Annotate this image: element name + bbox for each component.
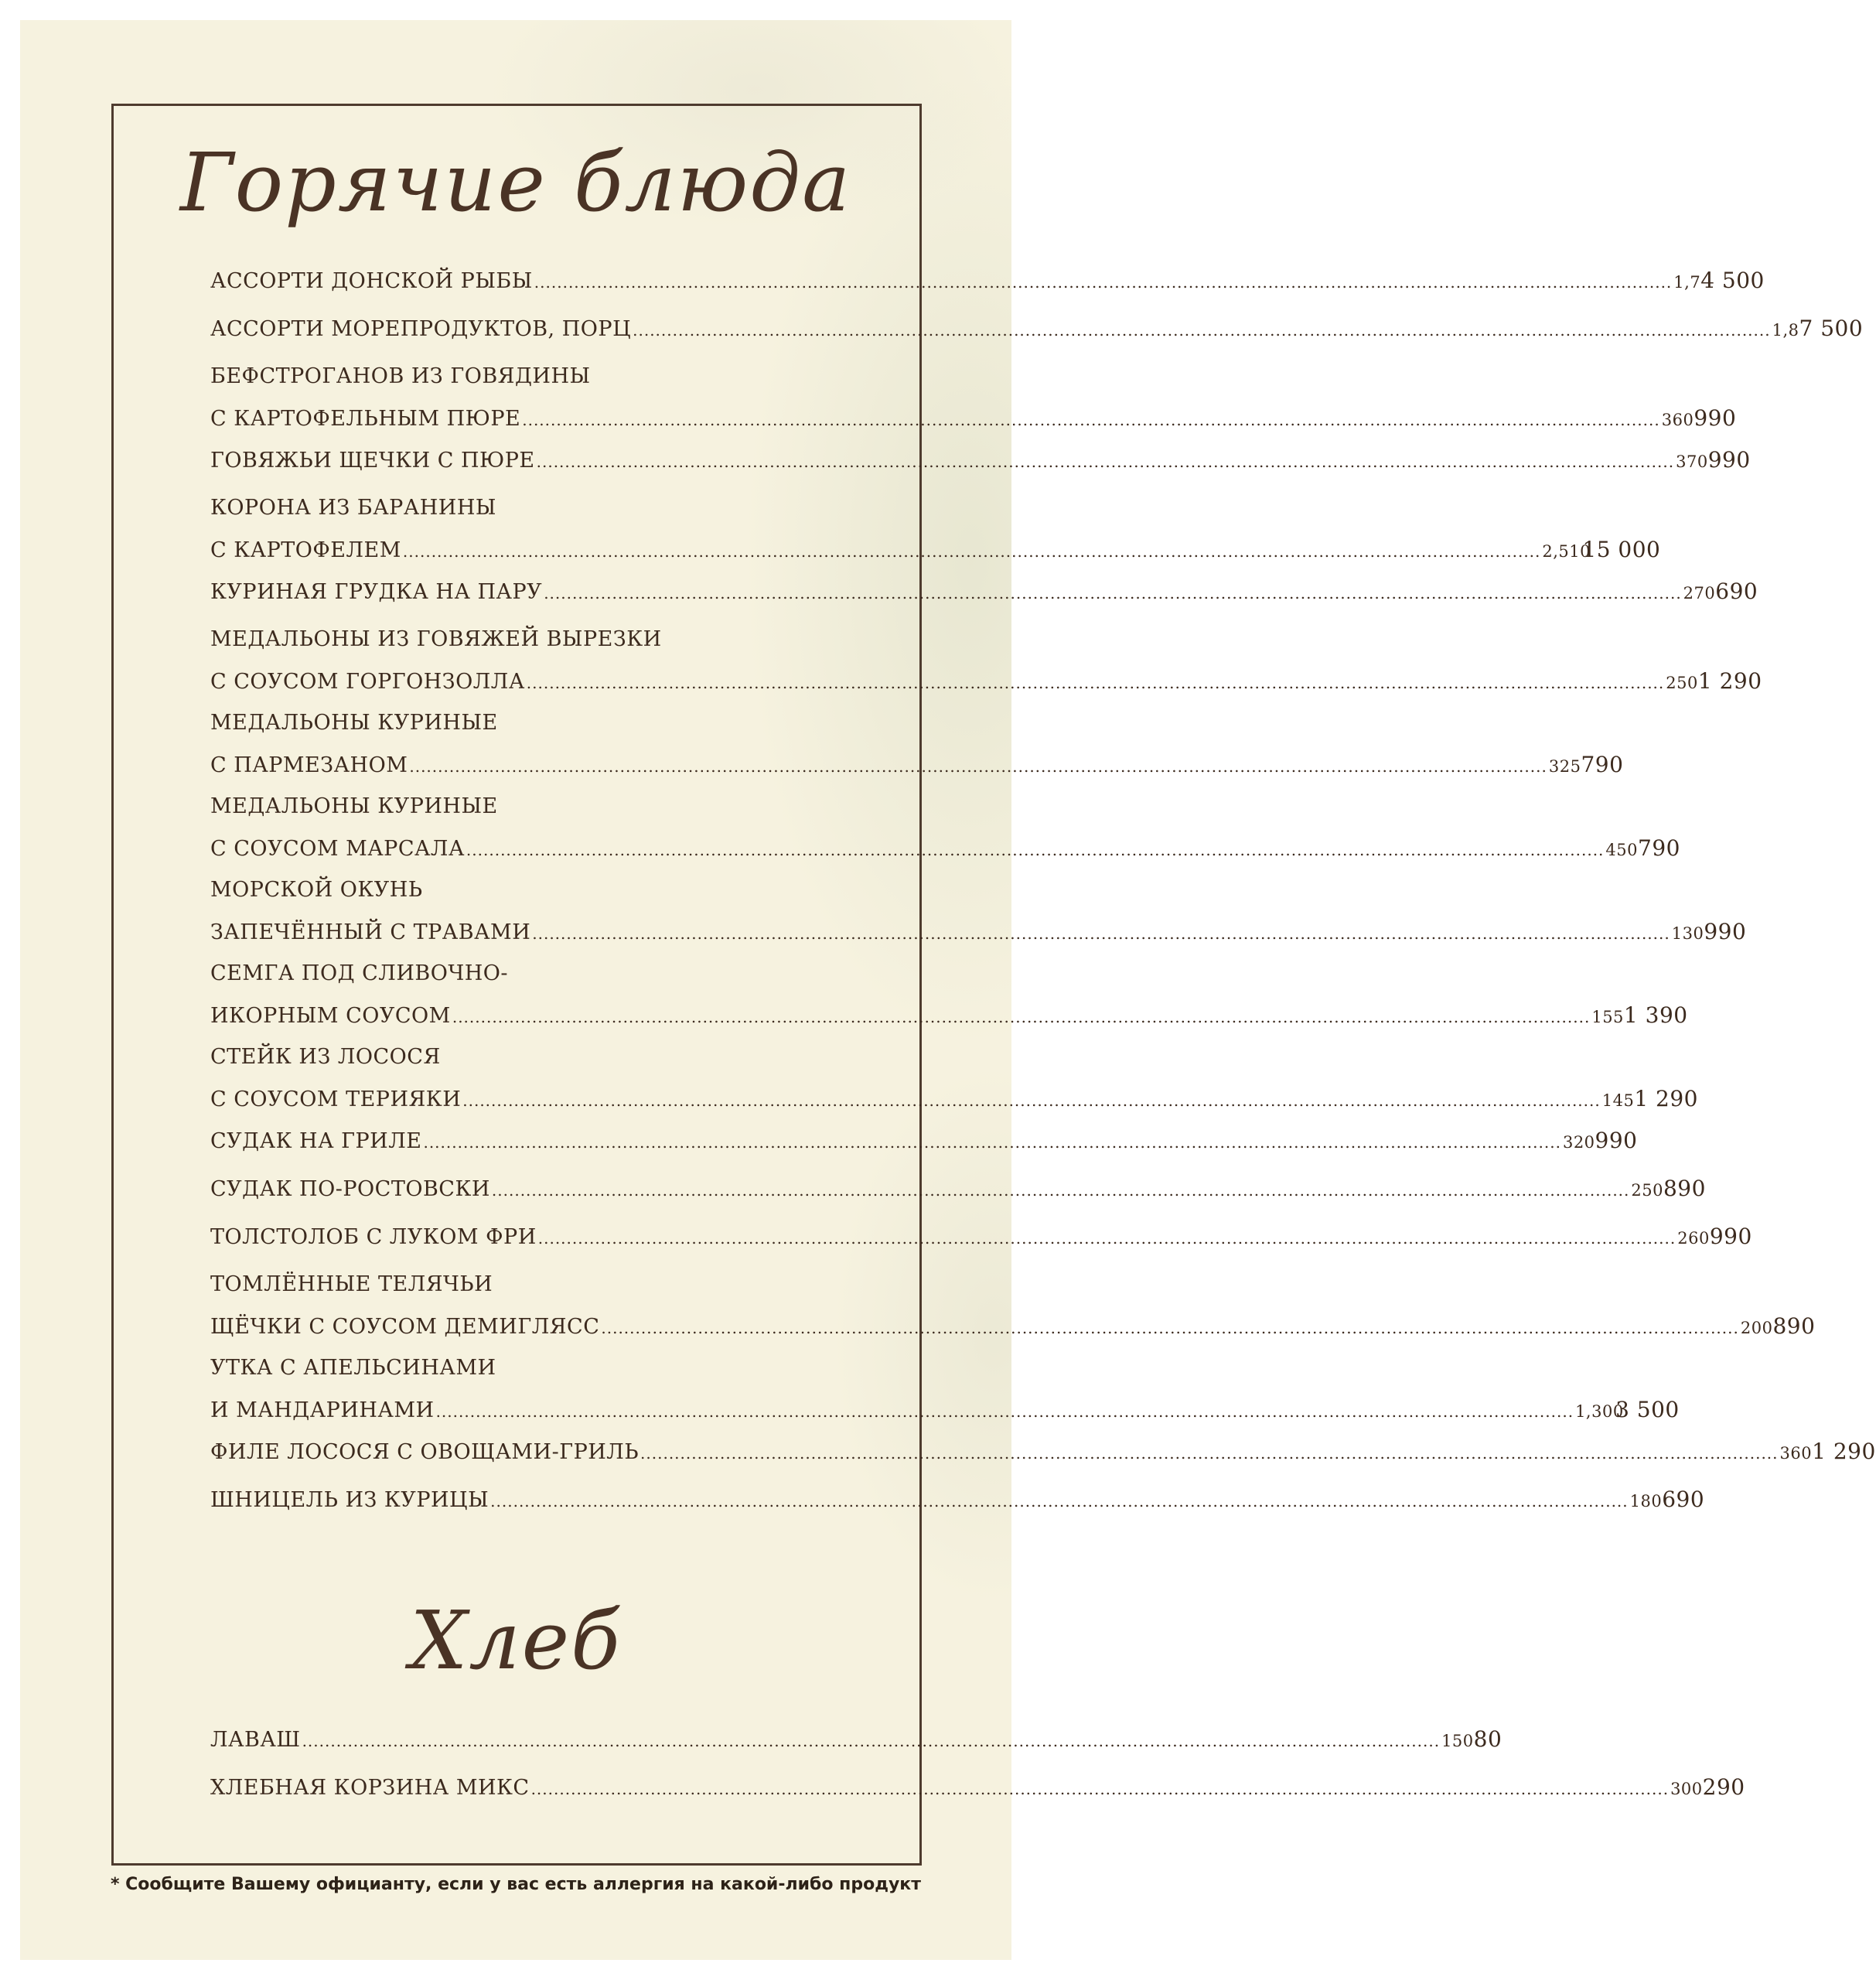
- menu-item: [210, 1120, 1638, 1168]
- dot-leader: ........................................................................................................................................................................................................: [633, 321, 1771, 340]
- menu-item-name: СУДАК НА ГРИЛЕ: [210, 1129, 422, 1153]
- menu-item-weight: 260: [1677, 1229, 1710, 1248]
- menu-item: [210, 260, 1765, 308]
- menu-item-name: ЛАВАШ: [210, 1728, 301, 1752]
- dot-leader: ........................................................................................................................................................................................................: [532, 924, 1670, 943]
- menu-item: [210, 1264, 1816, 1347]
- menu-item-line: [210, 571, 1758, 613]
- menu-item-name: СУДАК ПО-РОСТОВСКИ: [210, 1177, 490, 1201]
- menu-item-line: [210, 439, 1751, 481]
- dot-leader: ........................................................................................................................................................................................................: [536, 452, 1675, 471]
- menu-item-name: С КАРТОФЕЛЬНЫМ ПЮРЕ: [210, 407, 521, 431]
- menu-item-price: 1 290: [1697, 668, 1762, 694]
- menu-item-name: С СОУСОМ ГОРГОНЗОЛЛА: [210, 670, 525, 694]
- menu-item-weight: 145: [1601, 1091, 1635, 1110]
- menu-item: [210, 487, 1661, 571]
- menu-item-weight: 1,8: [1772, 321, 1799, 340]
- menu-item-name: МОРСКОЙ ОКУНЬ: [210, 878, 423, 902]
- dot-leader: ........................................................................................................................................................................................................: [522, 411, 1660, 429]
- menu-item-price: 1 290: [1634, 1086, 1698, 1111]
- menu-item-weight: 450: [1605, 841, 1638, 859]
- menu-item-line: [210, 619, 829, 661]
- dot-leader: ........................................................................................................................................................................................................: [530, 1780, 1670, 1798]
- menu-item-line: [210, 911, 1747, 953]
- menu-item-weight: 1,300: [1575, 1402, 1624, 1421]
- menu-item: [210, 1719, 1503, 1767]
- menu-item-name: МЕДАЛЬОНЫ КУРИНЫЕ: [210, 794, 498, 818]
- menu-item-line: [210, 1120, 1638, 1162]
- dot-leader: ........................................................................................................................................................................................................: [402, 542, 1541, 561]
- menu-item-line: [210, 356, 829, 398]
- menu-item: [210, 571, 1758, 619]
- menu-item-line: [210, 953, 829, 995]
- menu-item: [210, 1347, 1680, 1431]
- menu-item-name: ШНИЦЕЛЬ ИЗ КУРИЦЫ: [210, 1488, 489, 1512]
- menu-item-line: [210, 786, 829, 828]
- menu-item: [210, 702, 1624, 786]
- menu-item-price: 290: [1702, 1774, 1745, 1800]
- menu-item-weight: 320: [1562, 1133, 1595, 1152]
- menu-item-name: И МАНДАРИНАМИ: [210, 1398, 435, 1422]
- menu-item-price: 15 000: [1582, 537, 1661, 562]
- dot-leader: ........................................................................................................................................................................................................: [544, 584, 1682, 603]
- menu-item: [210, 619, 1762, 702]
- menu-item-line: [210, 1078, 1698, 1120]
- dot-leader: ........................................................................................................................................................................................................: [491, 1181, 1630, 1200]
- menu-item-line: [210, 828, 1680, 869]
- menu-item-name: ИКОРНЫМ СОУСОМ: [210, 1004, 451, 1028]
- menu-item-price: 1 290: [1812, 1439, 1876, 1464]
- menu-item-price: 790: [1581, 752, 1624, 777]
- menu-item-line: [210, 744, 1624, 786]
- menu-item-name: ТОЛСТОЛОБ С ЛУКОМ ФРИ: [210, 1225, 537, 1249]
- menu-item-line: [210, 1431, 1876, 1473]
- dot-leader: ........................................................................................................................................................................................................: [435, 1402, 1574, 1421]
- menu-item: [210, 953, 1688, 1036]
- dot-leader: ........................................................................................................................................................................................................: [537, 1229, 1676, 1248]
- dot-leader: ........................................................................................................................................................................................................: [423, 1133, 1561, 1152]
- menu-item: [210, 1168, 1706, 1216]
- menu-item-line: [210, 1168, 1706, 1210]
- dot-leader: ........................................................................................................................................................................................................: [490, 1492, 1629, 1511]
- menu-item-line: [210, 1479, 1705, 1521]
- menu-item-name: ХЛЕБНАЯ КОРЗИНА МИКС: [210, 1776, 530, 1800]
- menu-item: [210, 308, 1864, 356]
- menu-item-price: 890: [1663, 1176, 1706, 1201]
- dot-leader: ........................................................................................................................................................................................................: [462, 1091, 1601, 1110]
- menu-item: [210, 1431, 1876, 1479]
- menu-item-line: [210, 1767, 1745, 1808]
- menu-item-line: [210, 1216, 1752, 1258]
- menu-item: [210, 869, 1747, 953]
- menu-item-line: [210, 487, 829, 529]
- menu-item: [210, 356, 1737, 439]
- menu-item-price: 890: [1772, 1313, 1816, 1339]
- menu-item-name: БЕФСТРОГАНОВ ИЗ ГОВЯДИНЫ: [210, 364, 591, 388]
- menu-item-line: [210, 1264, 829, 1306]
- menu-item-name: С ПАРМЕЗАНОМ: [210, 753, 408, 777]
- menu-item: [210, 1036, 1698, 1120]
- menu-item-weight: 130: [1671, 924, 1704, 943]
- menu-item-line: [210, 702, 829, 744]
- menu-item-name: СЕМГА ПОД СЛИВОЧНО-: [210, 961, 509, 985]
- menu-item-weight: 2,510: [1542, 542, 1591, 561]
- bread-list: [210, 1719, 1745, 1814]
- menu-item-name: МЕДАЛЬОНЫ КУРИНЫЕ: [210, 711, 498, 735]
- menu-item-line: [210, 1036, 829, 1078]
- menu-item-line: [210, 260, 1765, 302]
- menu-item-name: С СОУСОМ ТЕРИЯКИ: [210, 1087, 462, 1111]
- menu-item-price: 790: [1638, 835, 1680, 861]
- menu-item-name: ГОВЯЖЬИ ЩЕЧКИ С ПЮРЕ: [210, 449, 535, 473]
- hot-dishes-title: Горячие блюда: [179, 135, 852, 230]
- dot-leader: ........................................................................................................................................................................................................: [466, 841, 1605, 859]
- menu-item-price: 690: [1715, 579, 1758, 604]
- menu-item-price: 990: [1704, 919, 1747, 944]
- dot-leader: ........................................................................................................................................................................................................: [302, 1732, 1441, 1750]
- menu-item-price: 990: [1709, 1224, 1752, 1249]
- menu-item-weight: 180: [1629, 1492, 1663, 1511]
- menu-item-name: КОРОНА ИЗ БАРАНИНЫ: [210, 496, 496, 520]
- bread-title: Хлеб: [410, 1593, 622, 1688]
- menu-item-line: [210, 529, 1661, 571]
- menu-item-weight: 250: [1666, 674, 1698, 692]
- dot-leader: ........................................................................................................................................................................................................: [452, 1008, 1591, 1026]
- menu-item-line: [210, 995, 1688, 1036]
- hot-dishes-list: [210, 260, 1876, 1527]
- menu-item-name: МЕДАЛЬОНЫ ИЗ ГОВЯЖЕЙ ВЫРЕЗКИ: [210, 627, 662, 651]
- menu-item-line: [210, 1347, 829, 1389]
- menu-item-price: 7 500: [1799, 316, 1864, 341]
- menu-item-weight: 360: [1779, 1444, 1813, 1463]
- menu-item-name: ЗАПЕЧЁННЫЙ С ТРАВАМИ: [210, 920, 531, 944]
- menu-item-price: 690: [1662, 1487, 1705, 1512]
- menu-item: [210, 786, 1680, 869]
- menu-item-line: [210, 1389, 1680, 1431]
- menu-item: [210, 1767, 1745, 1814]
- menu-item-line: [210, 869, 829, 911]
- menu-item: [210, 1216, 1752, 1264]
- menu-item-name: С СОУСОМ МАРСАЛА: [210, 837, 465, 861]
- dot-leader: ........................................................................................................................................................................................................: [534, 273, 1673, 292]
- menu-item-name: СТЕЙК ИЗ ЛОСОСЯ: [210, 1045, 441, 1069]
- menu-item-line: [210, 661, 1762, 702]
- menu-item-price: 990: [1694, 405, 1737, 431]
- menu-item-name: С КАРТОФЕЛЕМ: [210, 538, 401, 562]
- menu-item-price: 4 500: [1700, 268, 1765, 293]
- menu-item-weight: 200: [1740, 1319, 1773, 1337]
- menu-item: [210, 1479, 1705, 1527]
- menu-item-price: 80: [1473, 1726, 1503, 1752]
- menu-item-weight: 1,7: [1673, 273, 1701, 292]
- menu-item-price: 990: [1707, 447, 1751, 473]
- menu-item-line: [210, 1306, 1816, 1347]
- menu-item-name: КУРИНАЯ ГРУДКА НА ПАРУ: [210, 580, 543, 604]
- dot-leader: ........................................................................................................................................................................................................: [409, 757, 1547, 776]
- menu-item-name: УТКА С АПЕЛЬСИНАМИ: [210, 1356, 496, 1380]
- menu-item-weight: 370: [1676, 452, 1708, 471]
- menu-item: [210, 439, 1751, 487]
- menu-item-line: [210, 1719, 1503, 1760]
- menu-item-name: АССОРТИ ДОНСКОЙ РЫБЫ: [210, 269, 533, 293]
- dot-leader: ........................................................................................................................................................................................................: [526, 674, 1665, 692]
- menu-item-weight: 155: [1591, 1008, 1624, 1026]
- menu-item-weight: 325: [1548, 757, 1581, 776]
- menu-item-price: 3 500: [1615, 1397, 1680, 1422]
- menu-item-line: [210, 308, 1864, 350]
- menu-item-weight: 300: [1670, 1780, 1703, 1798]
- dot-leader: ........................................................................................................................................................................................................: [601, 1319, 1739, 1337]
- menu-item-name: ТОМЛЁННЫЕ ТЕЛЯЧЬИ: [210, 1272, 493, 1296]
- menu-item-price: 1 390: [1623, 1002, 1688, 1028]
- menu-item-line: [210, 398, 1737, 439]
- menu-item-weight: 360: [1661, 411, 1694, 429]
- allergy-footnote: * Сообщите Вашему официанту, если у вас есть аллергия на какой-либо продукт: [110, 1875, 921, 1894]
- menu-item-price: 990: [1595, 1128, 1638, 1153]
- dot-leader: ........................................................................................................................................................................................................: [640, 1444, 1779, 1463]
- menu-item-name: ЩЁЧКИ С СОУСОМ ДЕМИГЛЯСС: [210, 1315, 600, 1339]
- menu-item-weight: 250: [1631, 1181, 1663, 1200]
- menu-item-weight: 150: [1441, 1732, 1474, 1750]
- menu-item-name: ФИЛЕ ЛОСОСЯ С ОВОЩАМИ-ГРИЛЬ: [210, 1440, 640, 1464]
- menu-item-weight: 270: [1683, 584, 1716, 603]
- menu-item-name: АССОРТИ МОРЕПРОДУКТОВ, ПОРЦ: [210, 317, 632, 341]
